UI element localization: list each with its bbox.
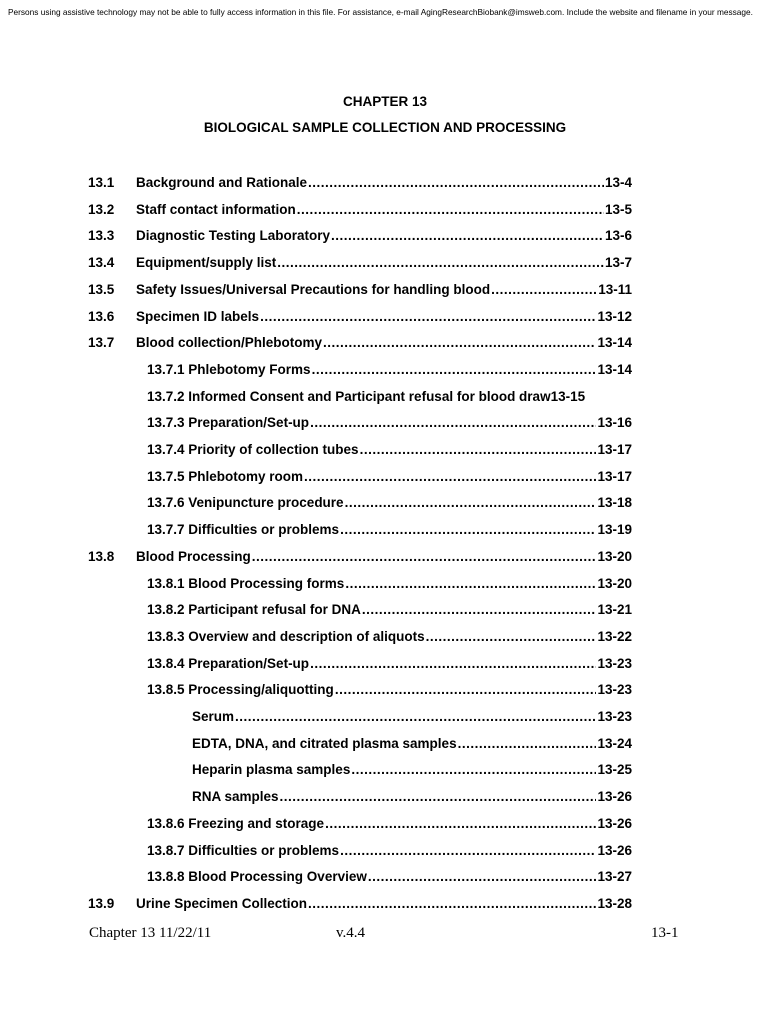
toc-entry-page: 13-26 [597, 789, 632, 805]
chapter-title: CHAPTER 13 [342, 94, 428, 109]
toc-entry-title: Diagnostic Testing Laboratory [136, 228, 331, 244]
toc-entry-page: 13-26 [597, 815, 632, 831]
toc-entry-number: 13.2 [88, 201, 115, 217]
toc-entry-page: 13-21 [597, 602, 632, 618]
toc-entry[interactable] [88, 201, 632, 219]
toc-dot-leader [304, 468, 596, 486]
toc-entry-title: Staff contact information [136, 201, 296, 217]
toc-entry-page: 13-6 [604, 228, 632, 244]
toc-entry-page: 13-16 [597, 415, 632, 431]
toc-dot-leader [235, 708, 596, 726]
toc-entry-title: 13.7.5 Phlebotomy room [147, 468, 304, 484]
toc-entry-title: 13.8.6 Freezing and storage [147, 815, 325, 831]
toc-entry[interactable] [88, 334, 632, 352]
toc-entry-title: 13.7.6 Venipuncture procedure [147, 495, 344, 511]
toc-entry-page: 13-17 [597, 442, 632, 457]
toc-entry-page: 13-25 [597, 762, 632, 778]
toc-entry-page: 13-28 [597, 895, 632, 911]
toc-entry[interactable] [147, 842, 632, 860]
toc-entry-number: 13.3 [88, 228, 115, 244]
toc-entry-title: 13.7.7 Difficulties or problems [147, 522, 340, 538]
chapter-subtitle: BIOLOGICAL SAMPLE COLLECTION AND PROCESSING [203, 120, 567, 135]
toc-entry-title: 13.8.1 Blood Processing forms [147, 575, 345, 591]
toc-entry-title: Blood collection/Phlebotomy [136, 335, 323, 351]
toc-dot-leader [458, 735, 597, 753]
toc-dot-leader [340, 521, 596, 539]
footer-version: v.4.4 [336, 925, 366, 941]
toc-entry-number: 13.6 [88, 308, 115, 324]
toc-dot-leader [340, 842, 596, 860]
toc-entry-number: 13.9 [88, 895, 115, 911]
toc-entry-title: EDTA, DNA, and citrated plasma samples [192, 735, 457, 751]
toc-entry[interactable] [192, 708, 632, 726]
footer-page-number: 13-1 [651, 925, 679, 941]
toc-entry[interactable] [88, 895, 632, 913]
toc-dot-leader [310, 655, 596, 673]
toc-entry-title: Blood Processing [136, 548, 251, 564]
toc-dot-leader [323, 334, 596, 352]
toc-entry-page: 13-20 [597, 575, 632, 591]
toc-entry-number: 13.5 [88, 281, 115, 297]
toc-entry-page: 13-12 [597, 308, 632, 324]
toc-dot-leader [308, 174, 604, 192]
toc-dot-leader [368, 868, 597, 886]
toc-entry-title: 13.7.2 Informed Consent and Participant refusal for blood draw [147, 388, 551, 404]
toc-entry[interactable] [88, 174, 632, 192]
toc-entry-title: 13.7.4 Priority of collection tubes [147, 442, 359, 457]
toc-entry-title: Equipment/supply list [136, 255, 277, 271]
toc-dot-leader [310, 414, 596, 432]
footer-chapter-date: Chapter 13 11/22/11 [89, 925, 212, 941]
toc-entry-page: 13-17 [597, 468, 632, 484]
toc-dot-leader [277, 254, 604, 272]
toc-entry-page: 13-14 [597, 335, 632, 351]
toc-dot-leader [345, 575, 596, 593]
toc-entry[interactable] [147, 601, 632, 619]
toc-entry-page: 13-19 [597, 522, 632, 538]
toc-entry-title: 13.8.5 Processing/aliquotting [147, 682, 334, 698]
toc-entry[interactable] [147, 655, 632, 673]
toc-entry[interactable] [147, 494, 632, 512]
toc-entry-title: 13.7.1 Phlebotomy Forms [147, 361, 311, 377]
toc-entry-title: 13.8.4 Preparation/Set-up [147, 655, 310, 671]
toc-entry-page: 13-23 [597, 655, 632, 671]
toc-dot-leader [260, 308, 596, 326]
toc-entry-title: Heparin plasma samples [192, 762, 351, 778]
accessibility-notice: Persons using assistive technology may not be able to fully access information in this file. For assistance, e-mail AgingResearchBiobank@imsweb.com. Include the website and filename in your message. [8, 7, 753, 17]
toc-dot-leader [312, 361, 597, 379]
toc-entry-title: 13.8.7 Difficulties or problems [147, 842, 340, 858]
toc-entry[interactable] [147, 388, 632, 406]
toc-entry-title: 13.8.3 Overview and description of aliquots [147, 628, 425, 644]
toc-entry-title: 13.8.2 Participant refusal for DNA [147, 602, 361, 618]
toc-entry-page: 13-26 [597, 842, 632, 858]
toc-dot-leader [331, 227, 604, 245]
toc-dot-leader [280, 788, 597, 806]
toc-entry[interactable] [88, 548, 632, 566]
toc-entry-page: 13-4 [604, 175, 632, 190]
toc-entry[interactable] [147, 521, 632, 539]
toc-entry[interactable] [147, 575, 632, 593]
toc-entry-page: 13-20 [597, 548, 632, 564]
toc-entry[interactable] [147, 361, 632, 379]
toc-dot-leader [351, 761, 596, 779]
toc-dot-leader [426, 628, 597, 646]
toc-entry-page: 13-23 [597, 682, 632, 698]
toc-entry[interactable] [192, 761, 632, 779]
toc-entry-title: Background and Rationale [136, 175, 308, 190]
toc-entry-number: 13.8 [88, 548, 115, 564]
toc-entry-number: 13.4 [88, 255, 115, 271]
toc-entry[interactable] [88, 308, 632, 326]
toc-entry[interactable] [147, 681, 632, 699]
toc-entry-title: Safety Issues/Universal Precautions for handling blood [136, 281, 491, 297]
toc-entry-page: 13-15 [550, 388, 586, 404]
toc-entry-title: RNA samples [192, 789, 279, 805]
toc-entry[interactable] [147, 414, 632, 432]
toc-entry-title: Specimen ID labels [136, 308, 260, 324]
toc-dot-leader [345, 494, 597, 512]
toc-entry-title: Urine Specimen Collection [136, 895, 308, 911]
toc-entry-number: 13.1 [88, 175, 115, 190]
toc-entry[interactable] [88, 227, 632, 245]
toc-entry-page: 13-11 [598, 281, 632, 297]
toc-entry[interactable] [88, 254, 632, 272]
toc-dot-leader [252, 548, 597, 566]
toc-entry-page: 13-18 [597, 495, 632, 511]
toc-dot-leader [325, 815, 596, 833]
toc-entry[interactable] [147, 868, 632, 886]
toc-entry[interactable] [192, 735, 632, 753]
toc-entry[interactable] [88, 281, 632, 299]
toc-entry[interactable] [147, 441, 632, 459]
toc-entry-title: 13.7.3 Preparation/Set-up [147, 415, 310, 431]
toc-entry-page: 13-5 [604, 201, 632, 217]
toc-dot-leader [297, 201, 604, 219]
toc-entry-page: 13-27 [597, 869, 632, 885]
toc-entry[interactable] [147, 468, 632, 486]
toc-entry[interactable] [147, 628, 632, 646]
toc-entry-title: Serum [192, 709, 235, 724]
toc-entry-page: 13-24 [597, 735, 632, 751]
toc-dot-leader [491, 281, 597, 299]
toc-dot-leader [362, 601, 597, 619]
toc-entry-page: 13-14 [597, 361, 632, 377]
toc-entry[interactable] [147, 815, 632, 833]
toc-dot-leader [308, 895, 596, 913]
toc-dot-leader [360, 441, 597, 459]
toc-entry-page: 13-7 [604, 255, 632, 271]
toc-dot-leader [335, 681, 597, 699]
toc-entry-page: 13-22 [597, 628, 632, 644]
toc-entry-title: 13.8.8 Blood Processing Overview [147, 869, 367, 885]
toc-entry-page: 13-23 [597, 709, 632, 724]
toc-entry[interactable] [192, 788, 632, 806]
toc-entry-number: 13.7 [88, 335, 115, 351]
